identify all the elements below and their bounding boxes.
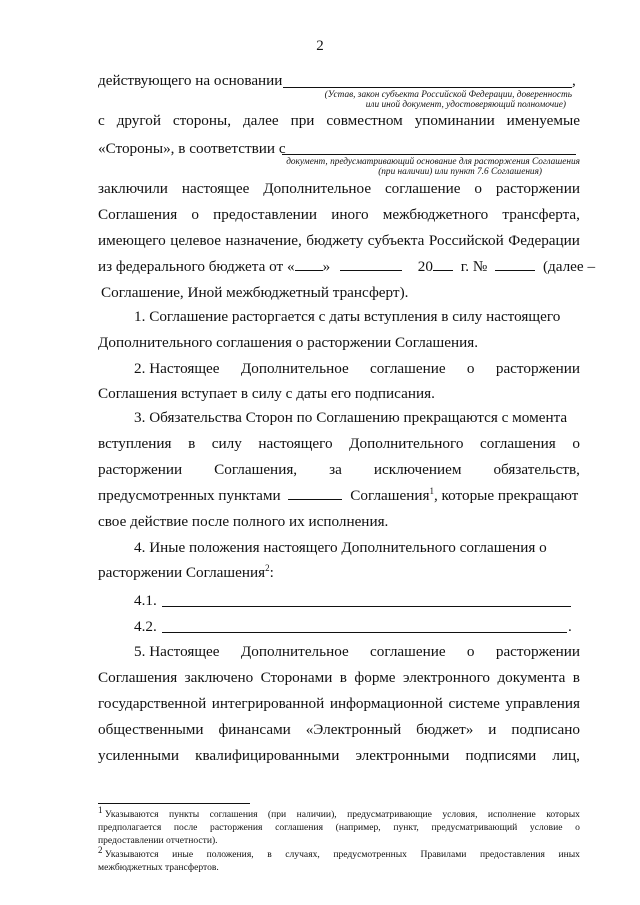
word: (при	[267, 809, 287, 820]
item-3-line-4	[98, 487, 578, 505]
word: Правилами	[420, 849, 467, 860]
word: государственной	[98, 695, 207, 712]
footnote-ref-2: 2	[265, 562, 270, 573]
word: Соглашения,	[214, 461, 298, 478]
word: Дополнительное	[240, 643, 349, 660]
footnote-1-lead	[98, 804, 159, 821]
word: управления	[505, 695, 580, 712]
month-blank	[340, 258, 402, 271]
year-prefix: 20	[417, 258, 433, 275]
footnote-1-line-2	[98, 822, 580, 834]
word: которых	[546, 809, 580, 820]
word: силу	[211, 435, 242, 452]
word: электронными	[355, 747, 450, 764]
word: предполагается	[98, 822, 162, 833]
item-4-1-label: 4.1.	[134, 592, 157, 609]
basis-note-2: или иной документ, удостоверяющий полномочие)	[365, 100, 566, 110]
page-number: 2	[316, 38, 324, 54]
item-5-line-3	[98, 695, 580, 713]
year-blank	[433, 258, 453, 271]
other-provisions: расторжении Соглашения	[98, 564, 266, 581]
word: с	[98, 112, 105, 129]
word: подписями	[465, 747, 537, 764]
word: предусмотренных	[333, 849, 407, 860]
word: предусматривающий	[431, 822, 518, 833]
word: общественными	[98, 721, 204, 738]
item-4-2-end: .	[568, 618, 572, 635]
accordance-note-2: (при наличии) или пункт 7.6 Соглашения)	[378, 167, 542, 177]
word: заключено	[184, 669, 254, 686]
agreement-word: Соглашения	[350, 487, 430, 504]
footnote-2-mark: 2	[98, 844, 103, 855]
footnote-1-line-1	[98, 804, 580, 821]
item-2-line-1	[134, 360, 580, 378]
word: и	[488, 721, 497, 738]
word: форме	[354, 669, 396, 686]
word: финансами	[218, 721, 291, 738]
word: подписано	[511, 721, 580, 738]
item-5-line-4	[98, 721, 580, 739]
word: 2. Настоящее	[134, 360, 220, 377]
word: настоящее	[181, 180, 250, 197]
word: расторжении	[495, 180, 580, 197]
word: целевое	[170, 232, 221, 249]
word: случаях,	[285, 849, 320, 860]
number-blank	[495, 258, 535, 271]
item-4-1-blank	[162, 606, 571, 607]
word: именуемые	[506, 112, 580, 129]
word: другой	[116, 112, 161, 129]
word: о	[474, 180, 482, 197]
word: соглашение	[370, 643, 446, 660]
word: Соглашения	[98, 669, 178, 686]
word: заключили	[98, 180, 168, 197]
word: соглашения	[275, 822, 323, 833]
basis-comma: ,	[572, 72, 576, 89]
word: после	[173, 822, 198, 833]
word: предусматривающие	[347, 809, 432, 820]
item-3-line-5: свое действие после полного их исполнения.	[98, 513, 389, 530]
word: о	[191, 206, 199, 223]
word: иные	[172, 849, 194, 860]
clauses-blank	[288, 487, 342, 500]
accordance-note-1: документ, предусматривающий основание для расторжения Соглашения	[286, 157, 580, 167]
word: исполнение	[487, 809, 536, 820]
item-4-line-1: 4. Иные положения настоящего Дополнительного соглашения о	[134, 539, 547, 556]
word: в	[267, 849, 272, 860]
word: в	[339, 669, 347, 686]
intro-line-5: Соглашение, Иной межбюджетный трансферт).	[101, 284, 409, 301]
word: расторжении	[98, 461, 183, 478]
item-5-line-2	[98, 669, 580, 687]
word: соглашение	[384, 180, 461, 197]
word: совместном	[326, 112, 403, 129]
date-quote-close: »	[322, 258, 331, 275]
item-3-line-2	[98, 435, 580, 453]
word: расторжении	[495, 360, 580, 377]
word: расторжении	[495, 643, 580, 660]
item-1-line-2: Дополнительного соглашения о расторжении Соглашения.	[98, 334, 479, 351]
basis-blank	[283, 87, 572, 88]
footnote-2-line-1	[98, 844, 580, 861]
item-5-line-5	[98, 747, 580, 765]
word: соглашение	[370, 360, 446, 377]
day-blank	[295, 258, 323, 271]
word: предоставлении	[213, 206, 318, 223]
word: соглашения	[209, 809, 258, 820]
word: Указываются	[104, 849, 159, 860]
word: Дополнительного	[349, 435, 464, 452]
basis-line	[98, 72, 282, 90]
footnote-1-mark: 1	[98, 804, 103, 815]
word: расторжения	[210, 822, 263, 833]
word: информационной	[329, 695, 443, 712]
item-3-line-3	[98, 461, 580, 479]
hereinafter: (далее –	[542, 258, 596, 275]
word: о	[466, 360, 475, 377]
word: наличии),	[296, 809, 337, 820]
accordance-label: «Стороны», в соответствии с	[98, 140, 286, 157]
word: о	[466, 643, 475, 660]
item-1-line-1: 1. Соглашение расторгается с даты вступления в силу настоящего	[134, 308, 561, 325]
word: обязательств,	[493, 461, 580, 478]
word: системе	[448, 695, 500, 712]
word: бюджету	[306, 232, 364, 249]
word: иных	[558, 849, 580, 860]
intro-line-2	[98, 206, 580, 224]
word: электронного	[402, 669, 491, 686]
word: при	[290, 112, 315, 129]
word: Сторонами	[260, 669, 333, 686]
number-label: г. №	[460, 258, 488, 275]
word: Федерации	[508, 232, 580, 249]
word: интегрированной	[211, 695, 325, 712]
word: Дополнительное	[240, 360, 349, 377]
word: в	[572, 669, 580, 686]
basis-label: действующего на основании	[98, 72, 283, 89]
word: «Электронный	[305, 721, 402, 738]
word: трансферта,	[502, 206, 580, 223]
intro-line-3	[98, 232, 580, 250]
item-4-2-label: 4.2.	[134, 618, 157, 635]
word: межбюджетного	[382, 206, 489, 223]
word: документа	[497, 669, 566, 686]
word: усиленными	[98, 747, 179, 764]
item-3-line-1: 3. Обязательства Сторон по Соглашению прекращаются с момента	[134, 409, 568, 426]
item-2-line-2: Соглашения вступает в силу с даты его подписания.	[98, 385, 435, 402]
word: положения,	[206, 849, 254, 860]
intro-line-1	[98, 180, 580, 198]
footnote-1-line-3: предоставлении отчетности).	[98, 835, 218, 846]
footnote-separator	[98, 803, 250, 804]
footnote-ref-1: 1	[429, 485, 434, 496]
word: далее	[242, 112, 279, 129]
item-5-line-1	[134, 643, 580, 661]
accordance-blank	[282, 154, 576, 155]
which-terminate: , которые прекращают	[433, 487, 579, 504]
word: в	[188, 435, 196, 452]
word: за	[329, 461, 342, 478]
word: соглашения	[480, 435, 556, 452]
intro-line-4	[98, 258, 595, 276]
word: настоящего	[258, 435, 333, 452]
word: условие	[529, 822, 563, 833]
word: стороны,	[172, 112, 232, 129]
word: субъекта	[367, 232, 425, 249]
word: лиц,	[552, 747, 580, 764]
word: о	[575, 822, 580, 833]
date-prefix: из федерального бюджета от «	[98, 258, 295, 275]
footnote-2-line-2: межбюджетных трансфертов.	[98, 862, 219, 873]
word: имеющего	[98, 232, 166, 249]
word: Соглашения	[98, 206, 178, 223]
word: Указываются	[104, 809, 159, 820]
word: о	[572, 435, 580, 452]
basis-note-1: (Устав, закон субъекта Российской Федерации, доверенность	[324, 90, 572, 100]
word: назначение,	[225, 232, 302, 249]
word: пункты	[168, 809, 200, 820]
clauses-label: предусмотренных пунктами	[98, 487, 281, 504]
word: предоставления	[479, 849, 545, 860]
word: бюджет»	[416, 721, 474, 738]
word: квалифицированными	[195, 747, 340, 764]
item-4-2-blank	[162, 632, 567, 633]
word: вступления	[98, 435, 172, 452]
word: Российской	[428, 232, 504, 249]
word: условия,	[442, 809, 478, 820]
colon: :	[269, 564, 274, 581]
word: 5. Настоящее	[134, 643, 220, 660]
item-4-line-2	[98, 564, 274, 582]
word: исключением	[373, 461, 462, 478]
word: Дополнительное	[263, 180, 372, 197]
word: пункт,	[393, 822, 419, 833]
word: упоминании	[414, 112, 495, 129]
footnote-2-lead	[98, 844, 159, 861]
parties-line	[98, 112, 580, 130]
word: (например,	[335, 822, 381, 833]
word: иного	[331, 206, 369, 223]
